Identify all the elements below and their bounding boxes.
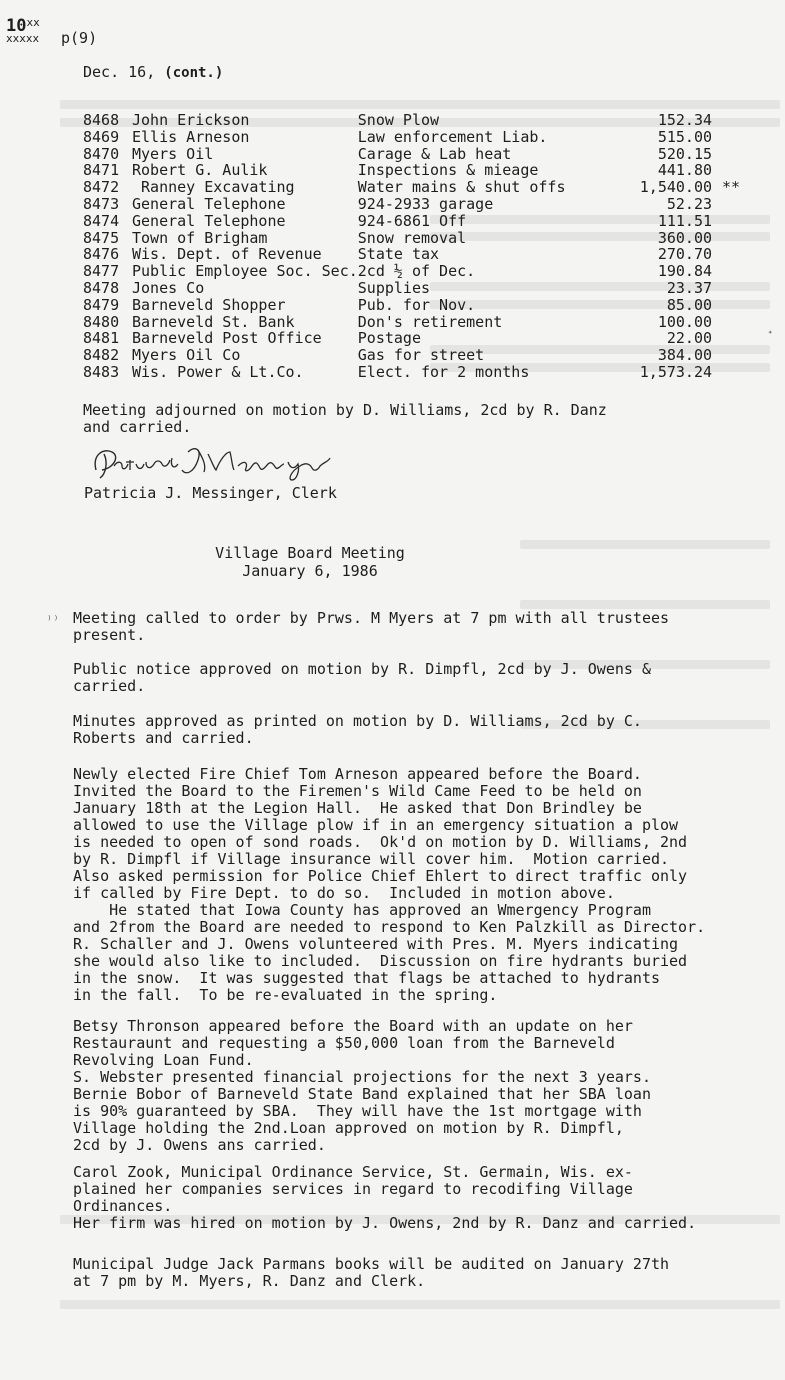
- minutes-line: Roberts and carried.: [73, 729, 254, 747]
- bill-annotation: [712, 314, 746, 331]
- bill-description: Water mains & shut offs: [357, 178, 566, 197]
- meeting-title: Village Board Meeting: [215, 544, 405, 562]
- bill-description: Snow removal: [357, 228, 467, 247]
- bill-description: Postage: [357, 329, 421, 348]
- bill-number: 8474: [83, 211, 120, 230]
- minutes-line: plained her companies services in regard to recodifing Village: [73, 1180, 633, 1198]
- minutes-line: Invited the Board to the Firemen's Wild Came Feed to be held on: [73, 782, 642, 800]
- bill-row: [83, 347, 746, 364]
- bill-payee: Ellis Arneson: [132, 127, 250, 146]
- minutes-paragraph: [73, 1256, 669, 1290]
- page-reference: p(9): [61, 29, 98, 47]
- bills-table: [83, 112, 746, 381]
- bill-number: 8481: [83, 329, 120, 348]
- bill-number: 8476: [83, 245, 120, 264]
- minutes-line: Newly elected Fire Chief Tom Arneson appeared before the Board.: [73, 765, 642, 783]
- bill-annotation: [712, 263, 746, 280]
- bill-number: 8469: [83, 127, 120, 146]
- bill-description: Supplies: [357, 278, 431, 297]
- bill-amount: 360.00: [657, 228, 713, 247]
- bill-payee: Myers Oil Co: [132, 346, 241, 365]
- bill-amount: 111.51: [657, 211, 713, 230]
- bill-payee: Wis. Dept. of Revenue: [132, 245, 322, 264]
- bill-annotation: [712, 280, 746, 297]
- bill-amount: 1,540.00: [639, 178, 713, 197]
- bill-row: [83, 112, 746, 129]
- bill-amount: 520.15: [657, 144, 713, 163]
- bill-amount: 22.00: [666, 329, 713, 348]
- bill-number: 8477: [83, 262, 120, 281]
- bill-description: Don's retirement: [357, 312, 503, 331]
- bill-description: Inspections & mieage: [357, 161, 539, 180]
- bill-description: Snow Plow: [357, 111, 440, 129]
- bill-amount: 384.00: [657, 346, 713, 365]
- bill-annotation: [712, 162, 746, 179]
- bill-row: [83, 314, 746, 331]
- bill-annotation: [712, 129, 746, 146]
- bill-number: 8473: [83, 194, 120, 213]
- bill-annotation: [712, 347, 746, 364]
- bill-row: [83, 196, 746, 213]
- minutes-line: Bernie Bobor of Barneveld State Band explained that her SBA loan: [73, 1085, 651, 1103]
- bill-row: [83, 246, 746, 263]
- bill-row: [83, 364, 746, 381]
- minutes-line: at 7 pm by M. Myers, R. Danz and Clerk.: [73, 1272, 426, 1290]
- right-margin-mark: ᐩ: [768, 328, 773, 341]
- minutes-line: carried.: [73, 677, 146, 695]
- bill-number: 8478: [83, 278, 120, 297]
- bill-payee: Public Employee Soc. Sec.: [132, 262, 358, 281]
- minutes-line: Revolving Loan Fund.: [73, 1051, 254, 1069]
- bill-payee: General Telephone: [132, 194, 286, 213]
- minutes-line: Meeting called to order by Prws. M Myers at 7 pm with all trustees: [73, 609, 670, 627]
- minutes-line: He stated that Iowa County has approved an Wmergency Program: [73, 901, 651, 919]
- continuation-date: Dec. 16,: [83, 63, 156, 81]
- minutes-line: Restauraunt and requesting a $50,000 loan from the Barneveld: [73, 1034, 615, 1052]
- bill-payee: Jones Co: [132, 278, 205, 297]
- bill-payee: General Telephone: [132, 211, 286, 230]
- bill-row: [83, 280, 746, 297]
- clerk-name: Patricia J. Messinger, Clerk: [84, 484, 337, 502]
- bill-number: 8475: [83, 228, 120, 247]
- bill-description: Gas for street: [357, 346, 485, 365]
- bill-amount: 52.23: [666, 194, 713, 213]
- minutes-line: by R. Dimpfl if Village insurance will cover him. Motion carried.: [73, 850, 670, 868]
- bill-annotation: [712, 230, 746, 247]
- bill-payee: Town of Brigham: [132, 228, 268, 247]
- bill-number: 8482: [83, 346, 120, 365]
- bill-row: [83, 146, 746, 163]
- bill-row: [83, 263, 746, 280]
- bill-payee: Barneveld St. Bank: [132, 312, 295, 331]
- minutes-line: Minutes approved as printed on motion by D. Williams, 2cd by C.: [73, 712, 642, 730]
- bill-annotation: [712, 196, 746, 213]
- minutes-line: Municipal Judge Jack Parmans books will be audited on January 27th: [73, 1255, 670, 1273]
- minutes-line: Her firm was hired on motion by J. Owens, 2nd by R. Danz and carried.: [73, 1214, 697, 1232]
- stamp-x-top: xx: [26, 16, 40, 29]
- bill-description: 2cd ½ of Dec.: [357, 262, 476, 281]
- bill-number: 8480: [83, 312, 120, 331]
- bill-description: Carage & Lab heat: [357, 144, 512, 163]
- minutes-line: Also asked permission for Police Chief Ehlert to direct traffic only: [73, 867, 688, 885]
- bill-amount: 515.00: [657, 127, 713, 146]
- bill-payee: Myers Oil: [132, 144, 214, 163]
- bill-number: 8472: [83, 178, 120, 197]
- minutes-line: 2cd by J. Owens ans carried.: [73, 1136, 326, 1154]
- minutes-line: Ordinances.: [73, 1197, 173, 1215]
- minutes-line: she would also like to included. Discussion on fire hydrants buried: [73, 952, 688, 970]
- bill-annotation: [712, 213, 746, 230]
- minutes-line: January 18th at the Legion Hall. He asked that Don Brindley be: [73, 799, 642, 817]
- minutes-line: if called by Fire Dept. to do so. Included in motion above.: [73, 884, 615, 902]
- bill-amount: 23.37: [666, 278, 713, 297]
- minutes-line: present.: [73, 626, 146, 644]
- bill-annotation: [712, 112, 746, 129]
- bill-description: 924-6861 Off: [357, 211, 467, 230]
- minutes-paragraph: [73, 661, 651, 695]
- minutes-line: and 2from the Board are needed to respond to Ken Palzkill as Director.: [73, 918, 706, 936]
- minutes-line: Betsy Thronson appeared before the Board with an update on her: [73, 1017, 633, 1035]
- stamp-x-bottom: xxxxx: [6, 32, 40, 45]
- bill-payee: John Erickson: [132, 111, 250, 129]
- bill-annotation: [712, 297, 746, 314]
- minutes-paragraph: [73, 1018, 651, 1154]
- bill-number: 8483: [83, 362, 120, 381]
- bill-payee: Robert G. Aulik: [132, 161, 268, 180]
- bill-amount: 270.70: [657, 245, 713, 264]
- minutes-paragraph: [73, 610, 669, 644]
- bill-description: State tax: [357, 245, 440, 264]
- bill-row: [83, 213, 746, 230]
- bill-row: [83, 330, 746, 347]
- bill-annotation: **: [722, 178, 741, 197]
- bill-annotation: [712, 146, 746, 163]
- bill-row: [83, 230, 746, 247]
- minutes-line: Village holding the 2nd.Loan approved on motion by R. Dimpfl,: [73, 1119, 624, 1137]
- bill-number: 8468: [83, 111, 120, 129]
- minutes-paragraph: [73, 766, 705, 1004]
- minutes-paragraph: [73, 713, 642, 747]
- bill-number: 8479: [83, 295, 120, 314]
- bill-row: [83, 297, 746, 314]
- bill-amount: 100.00: [657, 312, 713, 331]
- bill-row: [83, 129, 746, 146]
- bill-amount: 441.80: [657, 161, 713, 180]
- bill-annotation: [712, 330, 746, 347]
- bill-payee: Barneveld Post Office: [132, 329, 322, 348]
- adjournment-paragraph: [83, 402, 607, 436]
- clerk-signature: [90, 444, 358, 482]
- adjournment-line: and carried.: [83, 418, 192, 436]
- adjournment-line: Meeting adjourned on motion by D. Williams, 2cd by R. Danz: [83, 401, 607, 419]
- bill-row: [83, 162, 746, 179]
- bill-payee: Ranney Excavating: [132, 178, 295, 197]
- minutes-line: is 90% guaranteed by SBA. They will have the 1st mortgage with: [73, 1102, 642, 1120]
- meeting-date: January 6, 1986: [242, 562, 378, 580]
- continuation-heading: [83, 63, 223, 81]
- minutes-line: in the fall. To be re-evaluated in the spring.: [73, 986, 498, 1004]
- page-number-stamp: [6, 16, 40, 45]
- minutes-line: Carol Zook, Municipal Ordinance Service, St. Germain, Wis. ex-: [73, 1163, 633, 1181]
- minutes-line: is needed to open of sond roads. Ok'd on motion by D. Williams, 2nd: [73, 833, 688, 851]
- minutes-line: allowed to use the Village plow if in an emergency situation a plow: [73, 816, 679, 834]
- bill-amount: 85.00: [666, 295, 713, 314]
- bill-amount: 1,573.24: [639, 362, 713, 381]
- bill-description: 924-2933 garage: [357, 194, 494, 213]
- bill-payee: Barneveld Shopper: [132, 295, 286, 314]
- bill-annotation: [712, 246, 746, 263]
- bill-number: 8470: [83, 144, 120, 163]
- minutes-line: S. Webster presented financial projections for the next 3 years.: [73, 1068, 651, 1086]
- bill-amount: 152.34: [657, 111, 713, 129]
- bill-annotation: [712, 364, 746, 381]
- page-number: 10: [6, 16, 27, 36]
- continuation-note: (cont.): [164, 65, 224, 81]
- bill-row: [83, 179, 746, 196]
- bill-amount: 190.84: [657, 262, 713, 281]
- minutes-line: Public notice approved on motion by R. Dimpfl, 2cd by J. Owens &: [73, 660, 651, 678]
- bill-description: Law enforcement Liab.: [357, 127, 548, 146]
- bill-description: Pub. for Nov.: [357, 295, 476, 314]
- minutes-line: R. Schaller and J. Owens volunteered with Pres. M. Myers indicating: [73, 935, 679, 953]
- minutes-line: in the snow. It was suggested that flags be attached to hydrants: [73, 969, 660, 987]
- bill-description: Elect. for 2 months: [357, 362, 530, 381]
- bill-number: 8471: [83, 161, 120, 180]
- minutes-paragraph: [73, 1164, 696, 1232]
- left-margin-mark: ⁾⁾: [46, 613, 60, 626]
- bill-payee: Wis. Power & Lt.Co.: [132, 362, 304, 381]
